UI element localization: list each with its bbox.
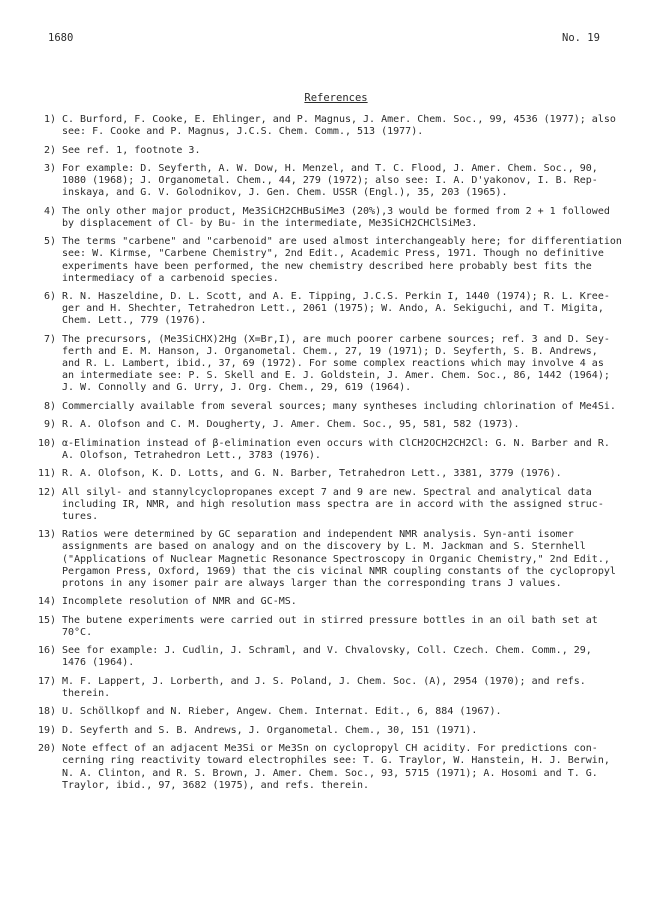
reference-line: N. A. Clinton, and R. S. Brown, J. Amer. Chem. Soc., 93, 5715 (1971); A. Hosomi and T. G. xyxy=(62,767,598,779)
reference-line: See ref. 1, footnote 3. xyxy=(62,144,201,156)
reference-item xyxy=(36,206,636,230)
reference-item xyxy=(36,725,636,737)
reference-item xyxy=(36,145,636,157)
reference-line: cerning ring reactivity toward electrophiles see: T. G. Traylor, W. Hanstein, H. J. Berwin, xyxy=(62,755,610,767)
reference-line: See for example: J. Cudlin, J. Schraml, and V. Chvalovsky, Coll. Czech. Chem. Comm., 29, xyxy=(62,645,592,657)
reference-line: tures. xyxy=(62,510,99,522)
reference-number: 8) xyxy=(43,400,56,412)
reference-line: including IR, NMR, and high resolution mass spectra are in accord with the assigned struc- xyxy=(62,498,604,510)
reference-line: A. Olofson, Tetrahedron Lett., 3783 (1976). xyxy=(62,449,321,461)
reference-line: Traylor, ibid., 97, 3682 (1975), and refs. therein. xyxy=(62,779,370,791)
issue-number: No. 19 xyxy=(562,32,600,44)
reference-text xyxy=(62,487,636,523)
reference-text xyxy=(62,596,636,608)
reference-text xyxy=(62,706,636,718)
reference-line: 1476 (1964). xyxy=(62,657,135,669)
reference-line: R. A. Olofson, K. D. Lotts, and G. N. Barber, Tetrahedron Lett., 3381, 3779 (1976). xyxy=(62,468,562,480)
reference-list xyxy=(36,114,636,798)
reference-item xyxy=(36,291,636,327)
page-number: 1680 xyxy=(48,32,74,44)
reference-item xyxy=(36,236,636,284)
reference-line: therein. xyxy=(62,687,111,699)
reference-line: ferth and E. M. Hanson, J. Organometal. Chem., 27, 19 (1971); D. Seyferth, S. B. Andrews, xyxy=(62,345,598,357)
reference-line: The precursors, (Me3SiCHX)2Hg (X=Br,I), are much poorer carbene sources; ref. 3 and D. Sey- xyxy=(62,333,610,345)
reference-text xyxy=(62,743,636,791)
reference-text xyxy=(62,645,636,669)
reference-text xyxy=(62,163,636,199)
reference-text xyxy=(62,676,636,700)
reference-text xyxy=(62,468,636,480)
reference-text xyxy=(62,438,636,462)
reference-line: protons in any isomer pair are always larger than the corresponding trans J values. xyxy=(62,577,562,589)
reference-line: α-Elimination instead of β-elimination even occurs with ClCH2OCH2CH2Cl: G. N. Barber and R. xyxy=(62,437,610,449)
reference-number: 2) xyxy=(43,144,56,156)
reference-number: 15) xyxy=(37,614,56,626)
reference-line: and R. L. Lambert, ibid., 37, 69 (1972). For some complex reactions which may involve 4 as xyxy=(62,357,604,369)
reference-item xyxy=(36,615,636,639)
reference-item xyxy=(36,419,636,431)
reference-item xyxy=(36,468,636,480)
reference-text xyxy=(62,145,636,157)
reference-line: All silyl- and stannylcyclopropanes except 7 and 9 are new. Spectral and analytical data xyxy=(62,486,592,498)
reference-line: R. N. Haszeldine, D. L. Scott, and A. E. Tipping, J.C.S. Perkin I, 1440 (1974); R. L. Kree- xyxy=(62,291,610,303)
reference-line: The terms "carbene" and "carbenoid" are used almost interchangeably here; for differentiation xyxy=(62,236,622,248)
reference-number: 18) xyxy=(37,706,56,718)
reference-line: assignments are based on analogy and on the discovery by L. M. Jackman and S. Sternhell xyxy=(62,541,586,553)
reference-number: 11) xyxy=(37,468,56,480)
reference-line: U. Schöllkopf and N. Rieber, Angew. Chem. Internat. Edit., 6, 884 (1967). xyxy=(62,706,502,718)
reference-text xyxy=(62,291,636,327)
reference-line: see: F. Cooke and P. Magnus, J.C.S. Chem. Comm., 513 (1977). xyxy=(62,126,424,138)
reference-line: intermediacy of a carbenoid species. xyxy=(62,272,279,284)
reference-line: 1080 (1968); J. Organometal. Chem., 44, 279 (1972); also see: I. A. D'yakonov, I. B. Rep- xyxy=(62,175,598,187)
reference-line: ger and H. Shechter, Tetrahedron Lett., 2061 (1975); W. Ando, A. Sekiguchi, and T. Migita, xyxy=(62,303,604,315)
section-title: References xyxy=(304,92,368,104)
reference-item xyxy=(36,706,636,718)
reference-line: inskaya, and G. V. Golodnikov, J. Gen. Chem. USSR (Engl.), 35, 203 (1965). xyxy=(62,187,508,199)
reference-line: M. F. Lappert, J. Lorberth, and J. S. Poland, J. Chem. Soc. (A), 2954 (1970); and refs. xyxy=(62,675,586,687)
reference-item xyxy=(36,334,636,394)
reference-number: 10) xyxy=(37,437,56,449)
reference-line: Note effect of an adjacent Me3Si or Me3Sn on cyclopropyl CH acidity. For predictions con- xyxy=(62,743,598,755)
reference-number: 13) xyxy=(37,529,56,541)
reference-item xyxy=(36,438,636,462)
reference-text xyxy=(62,236,636,284)
reference-text xyxy=(62,615,636,639)
reference-line: ("Applications of Nuclear Magnetic Resonance Spectroscopy in Organic Chemistry," 2nd Edit., xyxy=(62,553,610,565)
reference-line: 70°C. xyxy=(62,626,93,638)
reference-number: 12) xyxy=(37,486,56,498)
reference-item xyxy=(36,645,636,669)
reference-number: 19) xyxy=(37,724,56,736)
reference-item xyxy=(36,676,636,700)
reference-line: see: W. Kirmse, "Carbene Chemistry", 2nd Edit., Academic Press, 1971. Though no definitive xyxy=(62,248,604,260)
reference-item xyxy=(36,487,636,523)
reference-line: Ratios were determined by GC separation and independent NMR analysis. Syn-anti isomer xyxy=(62,529,574,541)
reference-line: J. W. Connolly and G. Urry, J. Org. Chem., 29, 619 (1964). xyxy=(62,382,412,394)
reference-line: The only other major product, Me3SiCH2CHBuSiMe3 (20%),3 would be formed from 2 + 1 followed xyxy=(62,205,610,217)
reference-text xyxy=(62,401,636,413)
reference-item xyxy=(36,743,636,791)
reference-text xyxy=(62,334,636,394)
reference-number: 6) xyxy=(43,291,56,303)
reference-line: C. Burford, F. Cooke, E. Ehlinger, and P. Magnus, J. Amer. Chem. Soc., 99, 4536 (1977); also xyxy=(62,114,616,125)
reference-line: an intermediate see: P. S. Skell and E. J. Goldstein, J. Amer. Chem. Soc., 86, 1442 (1964); xyxy=(62,370,610,382)
reference-line: Chem. Lett., 779 (1976). xyxy=(62,315,207,327)
reference-line: R. A. Olofson and C. M. Dougherty, J. Amer. Chem. Soc., 95, 581, 582 (1973). xyxy=(62,419,520,431)
reference-number: 5) xyxy=(43,236,56,248)
reference-line: Commercially available from several sources; many syntheses including chlorination of Me4Si. xyxy=(62,400,616,412)
reference-item xyxy=(36,114,636,138)
reference-number: 16) xyxy=(37,645,56,657)
reference-line: D. Seyferth and S. B. Andrews, J. Organometal. Chem., 30, 151 (1971). xyxy=(62,724,478,736)
reference-item xyxy=(36,596,636,608)
reference-number: 3) xyxy=(43,163,56,175)
reference-number: 20) xyxy=(37,743,56,755)
reference-number: 17) xyxy=(37,675,56,687)
reference-number: 1) xyxy=(43,114,56,125)
reference-number: 14) xyxy=(37,596,56,608)
reference-item xyxy=(36,401,636,413)
reference-line: Pergamon Press, Oxford, 1969) that the cis vicinal NMR coupling constants of the cyclopropyl xyxy=(62,565,616,577)
reference-text xyxy=(62,206,636,230)
reference-text xyxy=(62,529,636,589)
reference-line: Incomplete resolution of NMR and GC-MS. xyxy=(62,596,297,608)
reference-line: For example: D. Seyferth, A. W. Dow, H. Menzel, and T. C. Flood, J. Amer. Chem. Soc., 90, xyxy=(62,163,598,175)
reference-number: 9) xyxy=(43,419,56,431)
reference-text xyxy=(62,419,636,431)
reference-text xyxy=(62,114,636,138)
reference-number: 7) xyxy=(43,333,56,345)
reference-number: 4) xyxy=(43,205,56,217)
reference-line: experiments have been performed, the new chemistry described here probably best fits the xyxy=(62,260,592,272)
reference-item xyxy=(36,163,636,199)
reference-line: The butene experiments were carried out in stirred pressure bottles in an oil bath set at xyxy=(62,614,598,626)
reference-line: by displacement of Cl- by Bu- in the intermediate, Me3SiCH2CHClSiMe3. xyxy=(62,217,478,229)
reference-item xyxy=(36,529,636,589)
reference-text xyxy=(62,725,636,737)
